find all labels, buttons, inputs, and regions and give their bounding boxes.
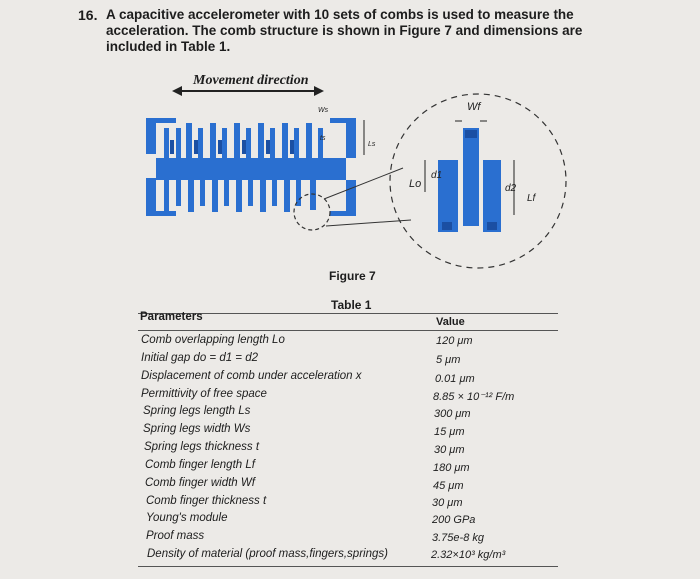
table-row-value: 45 μm — [433, 480, 464, 492]
table-row-value: 15 μm — [434, 426, 465, 438]
table-row-value: 3.75e-8 kg — [432, 532, 484, 544]
table-row-param: Proof mass — [146, 530, 205, 542]
table-row-value: 180 μm — [433, 462, 470, 474]
table-row-value: 30 μm — [434, 444, 465, 456]
movement-direction-label: Movement direction — [193, 73, 309, 88]
table-row-value: 300 μm — [434, 408, 471, 420]
wf-label: Wf — [467, 101, 481, 113]
table-bottom-rule — [138, 566, 558, 567]
zoom-fingers — [438, 128, 501, 232]
table-row-value: 200 GPa — [432, 514, 476, 526]
table-row-value: 30 μm — [432, 497, 463, 509]
table-row-value: 8.85 × 10⁻¹² F/m — [433, 391, 515, 403]
lf-label: Lf — [527, 193, 536, 204]
movement-arrow — [172, 86, 324, 96]
table-caption: Table 1 — [331, 298, 372, 312]
question-text: A capacitive accelerometer with 10 sets of combs is used to measure the acceleration. The comb structure is shown in Figure 7 and dimensions are included in Table 1. — [106, 7, 583, 54]
param-header: Parameters — [140, 311, 203, 323]
ls-label: Ls — [368, 141, 376, 148]
lo-label: Lo — [409, 178, 422, 190]
table-row-value: 0.01 μm — [435, 373, 475, 385]
ws-label: Ws — [318, 107, 329, 114]
question-number: 16. — [78, 7, 98, 23]
d1-label: d1 — [431, 170, 443, 181]
ts-label: ts — [320, 135, 326, 142]
figure-caption: Figure 7 — [329, 269, 376, 283]
table-row-value: 2.32×10³ kg/m³ — [431, 549, 506, 561]
table-row-param: Young's module — [146, 512, 228, 524]
d2-label: d2 — [505, 183, 517, 194]
table-row-param: Comb finger width Wf — [145, 477, 255, 489]
table-row-value: 120 μm — [436, 335, 473, 347]
table-row-param: Comb overlapping length Lo — [141, 334, 285, 346]
table-row-param: Initial gap do = d1 = d2 — [141, 352, 259, 364]
table-row-value: 5 μm — [436, 354, 461, 366]
value-header: Value — [436, 316, 465, 328]
table-row-param: Comb finger thickness t — [146, 495, 267, 507]
table-header-rule — [138, 330, 558, 331]
table-row-param: Comb finger length Lf — [145, 459, 255, 471]
lower-comb-fingers — [164, 180, 316, 212]
table-row-param: Displacement of comb under acceleration x — [141, 370, 362, 382]
table-row-param: Spring legs width Ws — [143, 423, 251, 435]
table-row-param: Spring legs thickness t — [144, 441, 260, 453]
table-row-param: Density of material (proof mass,fingers,springs) — [147, 548, 388, 560]
proof-mass — [156, 158, 346, 180]
table-row-param: Permittivity of free space — [141, 388, 267, 400]
table-row-param: Spring legs length Ls — [143, 405, 251, 417]
